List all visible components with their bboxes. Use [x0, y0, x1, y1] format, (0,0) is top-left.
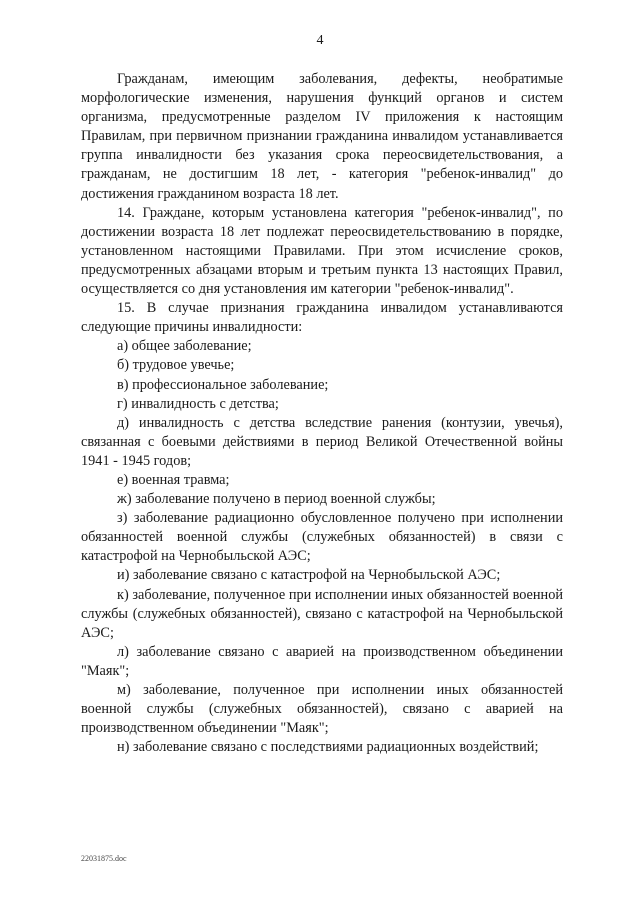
list-item-l: л) заболевание связано с аварией на производственном объединении "Маяк";	[81, 643, 563, 679]
list-item-n: н) заболевание связано с последствиями радиационных воздействий;	[117, 739, 539, 756]
list-item-m: м) заболевание, полученное при исполнении иных обязанностей военной службы (служебных обязанностей), связано с аварией на производственном объединении "Маяк";	[81, 682, 563, 737]
list-item-g: г) инвалидность с детства;	[117, 395, 279, 412]
document-body	[81, 70, 563, 757]
list-item-z: з) заболевание радиационно обусловленное получено при исполнении обязанностей военной службы (служебных обязанностей) в связи с катастрофой на Чернобыльской АЭС;	[81, 510, 563, 565]
list-item-d: д) инвалидность с детства вследствие ранения (контузии, увечья), связанная с боевыми действиями в период Великой Отечественной войны 1941 - 1945 годов;	[81, 414, 563, 469]
paragraph-disability-group: Гражданам, имеющим заболевания, дефекты, необратимые морфологические изменения, нарушения функций органов и систем организма, предусмотренные разделом IV приложения к настоящим Правилам, при первичном признании гражданина инвалидом устанавливается группа инвалидности без указания срока переосвидетельствования, а гражданам, не достигшим 18 лет, - категория "ребенок-инвалид" до достижения гражданином возраста 18 лет.	[81, 71, 563, 202]
list-item-i: и) заболевание связано с катастрофой на Чернобыльской АЭС;	[117, 567, 501, 584]
paragraph-item-14: 14. Граждане, которым установлена категория "ребенок-инвалид", по достижении возраста 18 лет подлежат переосвидетельствованию в порядке, установленном настоящими Правилами. При этом исчисление сроков, предусмотренных абзацами вторым и третьим пункта 13 настоящих Правил, осуществляется со дня установления им категории "ребенок-инвалид".	[81, 204, 563, 298]
paragraph-item-15: 15. В случае признания гражданина инвалидом устанавливаются следующие причины инвалидности:	[81, 300, 563, 336]
list-item-k: к) заболевание, полученное при исполнении иных обязанностей военной службы (служебных обязанностей), связано с катастрофой на Чернобыльской АЭС;	[81, 586, 563, 641]
list-item-a: а) общее заболевание;	[117, 338, 252, 355]
page-number: 4	[316, 33, 324, 48]
list-item-e: е) военная травма;	[117, 471, 230, 488]
list-item-zh: ж) заболевание получено в период военной службы;	[117, 491, 436, 508]
list-item-v: в) профессиональное заболевание;	[117, 376, 329, 393]
list-item-b: б) трудовое увечье;	[117, 357, 235, 374]
footer-file-code: 22031875.doc	[81, 854, 127, 863]
